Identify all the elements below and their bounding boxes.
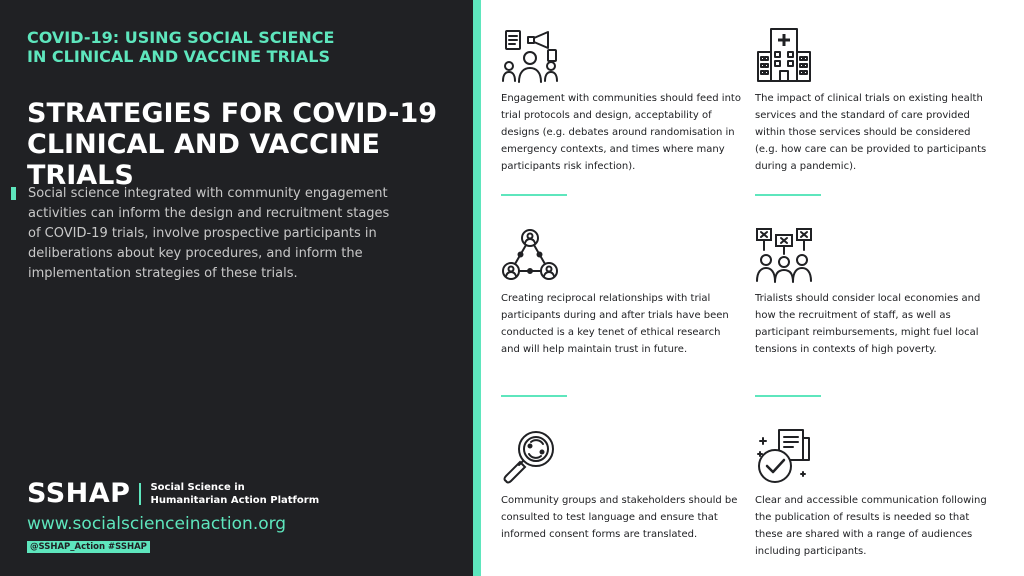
brand-block <box>27 478 319 509</box>
left-panel <box>0 0 473 576</box>
divider <box>755 194 821 196</box>
divider <box>501 194 567 196</box>
hospital-icon <box>755 26 813 84</box>
card-health-services <box>755 26 995 175</box>
card-text: Clear and accessible communication following the publication of results is needed so that these are shared with a range of audiences including participants. <box>755 495 987 557</box>
card-text: Community groups and stakeholders should be consulted to test language and ensure that informed consent forms are translated. <box>501 495 738 540</box>
card-local-economies <box>755 226 995 358</box>
card-text: The impact of clinical trials on existing health services and the standard of care provided within those services should be considered (e.g. how care can be provided to participants during a pandemic). <box>755 93 987 172</box>
kicker-line-1: COVID-19: USING SOCIAL SCIENCE <box>27 28 335 47</box>
accent-bar <box>473 0 481 576</box>
network-relationships-icon <box>501 226 559 284</box>
website-link[interactable]: www.socialscienceinaction.org <box>27 514 287 534</box>
kicker-line-2: IN CLINICAL AND VACCINE TRIALS <box>27 47 330 66</box>
intro-marker <box>11 187 16 200</box>
brand-separator <box>139 483 141 505</box>
card-community-engagement <box>501 26 741 175</box>
divider <box>501 395 567 397</box>
intro-text: Social science integrated with community engagement activities can inform the design and recruitment stages of COVID-19 trials, involve prospective participants in deliberations about key procedures, and inform the implementation strategies of these trials. <box>28 186 390 281</box>
title-line-2: CLINICAL AND VACCINE TRIALS <box>27 129 381 191</box>
brand-desc-line-2: Humanitarian Action Platform <box>150 494 320 506</box>
brand-desc-line-1: Social Science in <box>150 481 245 493</box>
magnifier-icon <box>501 428 559 486</box>
card-text: Engagement with communities should feed into trial protocols and design, acceptability of designs (e.g. debates around randomisation in emergency contexts, and times where many participants risk infection). <box>501 93 741 172</box>
card-text: Trialists should consider local economies and how the recruitment of staff, as well as participant reimbursements, might fuel local tensions in contexts of high poverty. <box>755 293 981 355</box>
kicker-heading <box>27 28 457 66</box>
intro-block <box>11 184 401 284</box>
sshap-logo: SSHAP <box>27 478 131 509</box>
document-check-icon <box>755 428 813 486</box>
brand-description <box>150 481 319 507</box>
card-text: Creating reciprocal relationships with trial participants during and after trials have been conducted is a key tenet of ethical research and will help maintain trust in future. <box>501 293 729 355</box>
title-line-1: STRATEGIES FOR COVID-19 <box>27 98 438 129</box>
community-engagement-icon <box>501 26 559 84</box>
card-reciprocal-relationships <box>501 226 741 358</box>
card-communication <box>755 428 995 560</box>
social-tags: @SSHAP_Action #SSHAP <box>27 541 150 553</box>
divider <box>755 395 821 397</box>
card-consent-forms <box>501 428 741 543</box>
protest-signs-icon <box>755 226 813 284</box>
page-title <box>27 98 467 191</box>
